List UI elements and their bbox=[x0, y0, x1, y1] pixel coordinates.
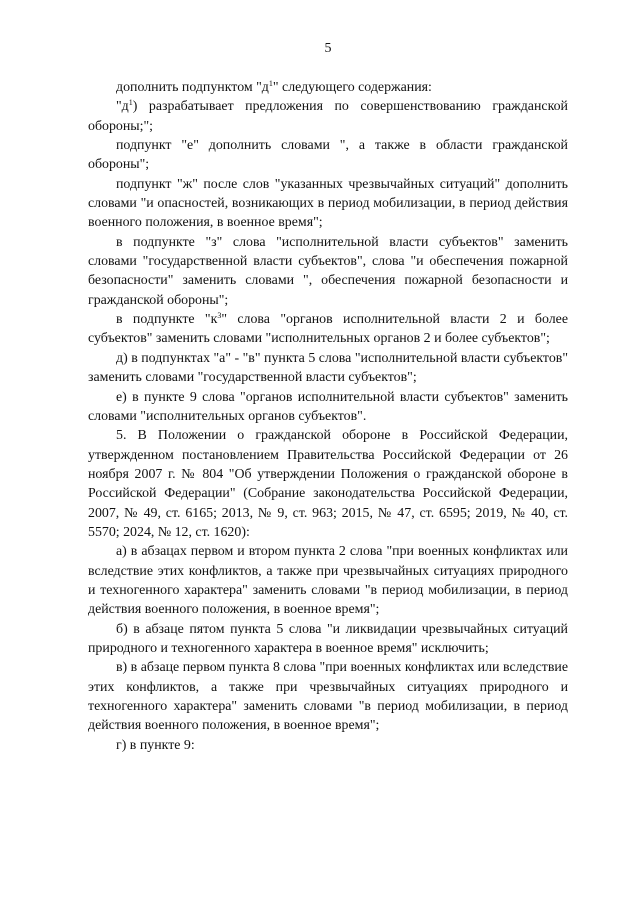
superscript: 3 bbox=[217, 311, 222, 321]
paragraph: в) в абзаце первом пункта 8 слова "при военных конфликтах или вследствие этих конфликтов, а также при чрезвычайных ситуациях природного и техногенного характера" заменить словами "в период мобилизации, в период действия военного положения, в военное время"; bbox=[88, 660, 568, 734]
paragraph: д) в подпунктах "а" - "в" пункта 5 слова "исполнительной власти субъектов" заменить словами "государственной власти субъектов"; bbox=[88, 350, 568, 386]
paragraph: в подпункте "$к^3$" слова "органов исполнительной власти 2 и более субъектов" заменить словами "исполнительных органов 2 и более субъектов"; bbox=[88, 311, 568, 347]
paragraph: "$д^1$) разрабатывает предложения по совершенствованию гражданской обороны;"; bbox=[88, 98, 568, 134]
paragraph: подпункт "ж" после слов "указанных чрезвычайных ситуаций" дополнить словами "и опасностей, возникающих в период мобилизации, в период действия военного положения, в военное время"; bbox=[88, 176, 568, 231]
superscript: 1 bbox=[128, 98, 133, 108]
superscript: 1 bbox=[268, 79, 273, 88]
paragraph: 5. В Положении о гражданской обороне в Российской Федерации, утвержденном постановлением Правительства Российской Федерации от 26 ноября 2007 г. № 804 "Об утверждении Положения о гражданской обороне в Российской Федерации" (Собрание законодательства Российской Федерации, 2007, № 49, ст. 6165; 2013, № 9, ст. 963; 2015, № 47, ст. 6595; 2019, № 40, ст. 5570; 2024, № 12, ст. 1620): bbox=[88, 428, 568, 540]
paragraph: подпункт "е" дополнить словами ", а также в области гражданской обороны"; bbox=[88, 138, 568, 173]
paragraph: в подпункте "з" слова "исполнительной власти субъектов" заменить словами "государственной власти субъектов", слова "и обеспечения пожарной безопасности" заменить словами ", обеспечения пожарной безопасности и гражданской обороны"; bbox=[88, 234, 568, 308]
page-number: 5 bbox=[324, 41, 332, 56]
paragraph: е) в пункте 9 слова "органов исполнительной власти субъектов" заменить словами "исполнительных органов субъектов". bbox=[88, 389, 568, 424]
paragraph: г) в пункте 9: bbox=[116, 737, 195, 753]
paragraph: а) в абзацах первом и втором пункта 2 слова "при военных конфликтах или вследствие этих конфликтов, а также при чрезвычайных ситуациях природного и техногенного характера" заменить словами "в период мобилизации, в период действия военного положения, в военное время"; bbox=[88, 544, 568, 618]
paragraph: дополнить подпунктом "$д^1$" следующего содержания: bbox=[116, 79, 432, 95]
paragraph: б) в абзаце пятом пункта 5 слова "и ликвидации чрезвычайных ситуаций природного и техногенного характера в военное время" исключить; bbox=[88, 621, 568, 656]
